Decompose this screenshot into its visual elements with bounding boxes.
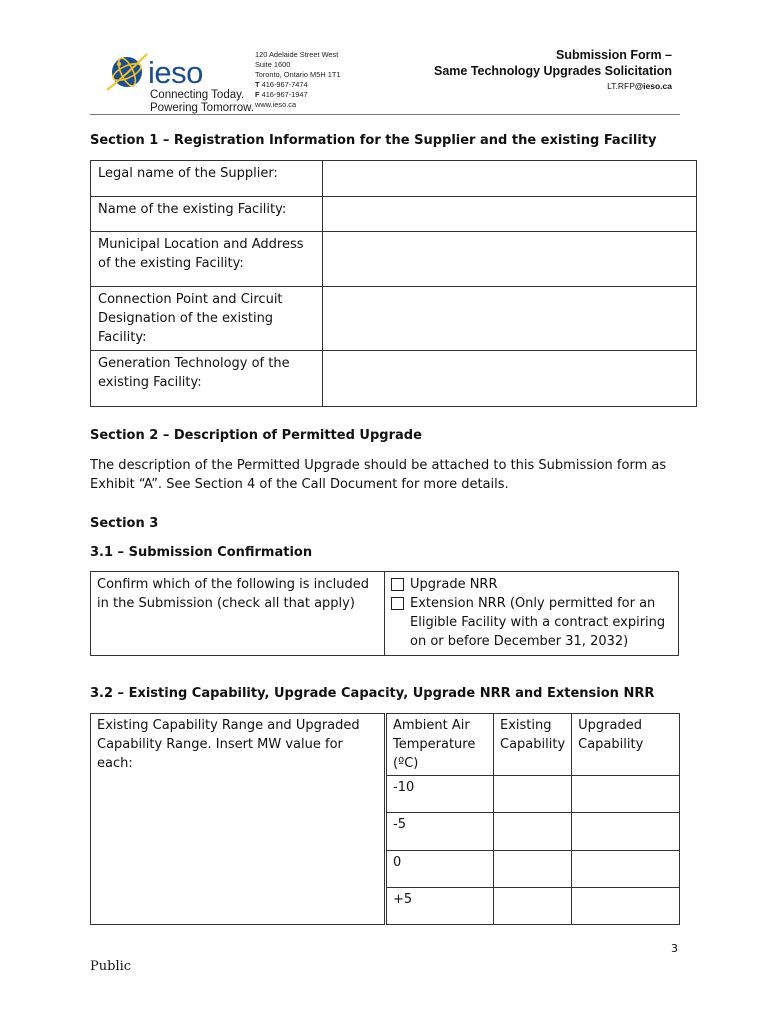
submission-confirmation-table <box>90 571 679 656</box>
existing-capability-input[interactable] <box>494 813 572 851</box>
generation-technology-field[interactable] <box>323 351 697 407</box>
form-title-line-1: Submission Form – <box>556 48 672 62</box>
generation-technology-label: Generation Technology of the existing Facility: <box>91 351 323 407</box>
upgraded-capability-input[interactable] <box>572 888 680 925</box>
phone-line <box>255 80 340 90</box>
website-link[interactable]: www.ieso.ca <box>255 100 297 109</box>
confirm-label: Confirm which of the following is included in the Submission (check all that apply) <box>91 572 385 656</box>
section-3-1-heading: 3.1 – Submission Confirmation <box>90 545 313 560</box>
upgrade-nrr-checkbox[interactable] <box>391 578 404 591</box>
address-line-1: 120 Adelaide Street West <box>255 50 339 59</box>
facility-name-field[interactable] <box>323 197 697 232</box>
logo-wordmark: ieso <box>148 55 203 90</box>
extension-nrr-label: Extension NRR (Only permitted for an Eligible Facility with a contract expiring on or before December 31, 2032) <box>410 596 666 649</box>
phone-label: T <box>255 80 260 89</box>
connection-point-field[interactable] <box>323 287 697 351</box>
temperature-cell: 0 <box>387 851 494 888</box>
email-prefix: LT.RFP <box>607 81 635 91</box>
connection-point-label: Connection Point and Circuit Designation of the existing Facility: <box>91 287 323 351</box>
existing-capability-input[interactable] <box>494 851 572 888</box>
temperature-cell: +5 <box>387 888 494 925</box>
existing-capability-input[interactable] <box>494 776 572 813</box>
tagline-line-2: Powering Tomorrow. <box>150 102 254 114</box>
classification-label: Public <box>90 959 132 974</box>
legal-name-label: Legal name of the Supplier: <box>91 161 323 197</box>
fax-line <box>255 90 340 100</box>
options-cell <box>385 572 679 656</box>
address-line-2: Suite 1600 <box>255 60 291 69</box>
upgrade-nrr-label: Upgrade NRR <box>410 577 498 592</box>
existing-capability-input[interactable] <box>494 888 572 925</box>
section-3-2-heading: 3.2 – Existing Capability, Upgrade Capacity, Upgrade NRR and Extension NRR <box>90 686 655 701</box>
upgraded-capability-input[interactable] <box>572 851 680 888</box>
email-domain: @ieso.ca <box>634 81 672 91</box>
tagline-line-1: Connecting Today. <box>150 89 245 101</box>
table-row <box>91 714 680 776</box>
section-2-heading: Section 2 – Description of Permitted Upgrade <box>90 428 422 443</box>
section-2-paragraph: The description of the Permitted Upgrade should be attached to this Submission form as Exhibit “A”. See Section 4 of the Call Document for more details. <box>90 458 667 492</box>
upgraded-capability-input[interactable] <box>572 776 680 813</box>
table-row <box>91 287 697 351</box>
capability-label: Existing Capability Range and Upgraded Capability Range. Insert MW value for each: <box>91 714 385 925</box>
page-number: 3 <box>671 942 678 955</box>
location-label: Municipal Location and Address of the existing Facility: <box>91 232 323 287</box>
table-row <box>91 572 679 656</box>
phone-number: 416-967-7474 <box>261 80 308 89</box>
temperature-cell: -10 <box>387 776 494 813</box>
registration-table <box>90 160 697 407</box>
form-title-block <box>434 47 672 93</box>
location-field[interactable] <box>323 232 697 287</box>
table-row <box>91 232 697 287</box>
extension-nrr-option[interactable] <box>391 594 672 651</box>
table-row <box>91 197 697 232</box>
upgrade-nrr-option[interactable] <box>391 575 672 594</box>
extension-nrr-checkbox[interactable] <box>391 597 404 610</box>
section-3-heading: Section 3 <box>90 516 159 531</box>
capability-table <box>90 713 680 925</box>
fax-label: F <box>255 90 260 99</box>
table-row <box>91 351 697 407</box>
facility-name-label: Name of the existing Facility: <box>91 197 323 232</box>
legal-name-field[interactable] <box>323 161 697 197</box>
section-1-heading: Section 1 – Registration Information for the Supplier and the existing Facility <box>90 133 657 148</box>
header-divider <box>90 114 680 115</box>
address-line-3: Toronto, Ontario M5H 1T1 <box>255 70 341 79</box>
form-title-line-2: Same Technology Upgrades Solicitation <box>433 64 672 78</box>
contact-email[interactable] <box>434 79 672 93</box>
upgraded-capability-column-header: Upgraded Capability <box>572 714 680 776</box>
temperature-cell: -5 <box>387 813 494 851</box>
existing-capability-column-header: Existing Capability <box>494 714 572 776</box>
temperature-column-header: Ambient Air Temperature (ºC) <box>387 714 494 776</box>
table-row <box>91 161 697 197</box>
ieso-address-block <box>255 50 340 110</box>
logo-tagline <box>150 89 254 115</box>
fax-number: 416-967-1947 <box>261 90 308 99</box>
upgraded-capability-input[interactable] <box>572 813 680 851</box>
